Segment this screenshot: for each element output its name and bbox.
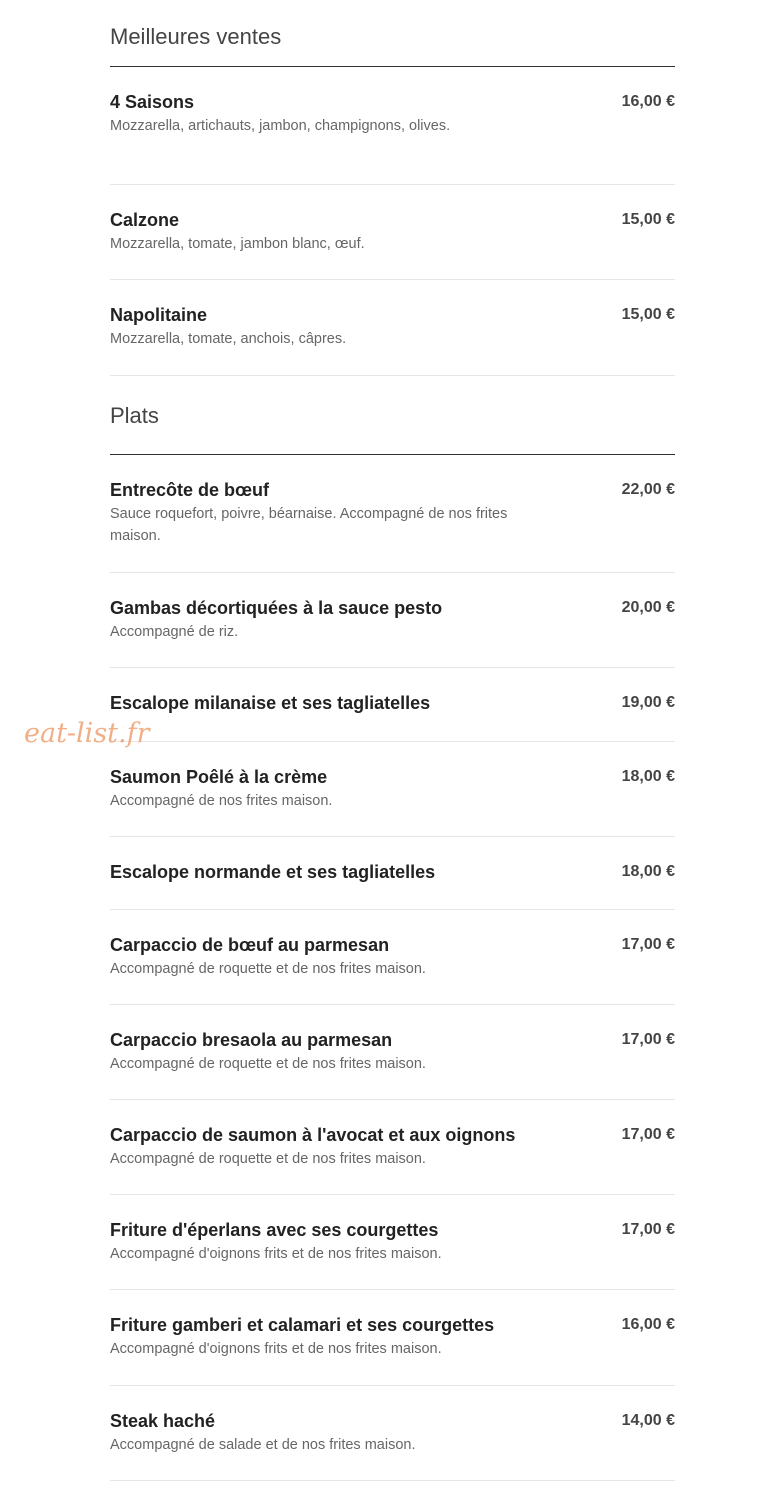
watermark-text: eat-list.fr <box>24 718 150 749</box>
item-description: Accompagné de nos frites maison. <box>110 793 333 809</box>
menu-item[interactable] <box>110 1195 675 1290</box>
menu-item[interactable] <box>110 185 675 280</box>
item-description: Accompagné d'oignons frits et de nos frites maison. <box>110 1246 442 1262</box>
item-description: Accompagné de roquette et de nos frites maison. <box>110 1056 426 1072</box>
item-name: Steak haché <box>110 1411 216 1431</box>
item-name: Carpaccio bresaola au parmesan <box>110 1030 393 1050</box>
item-price: 15,00 € <box>621 211 675 228</box>
section-title-best-sellers: Meilleures ventes <box>110 0 675 67</box>
item-name: Friture d'éperlans avec ses courgettes <box>110 1220 439 1240</box>
menu-item[interactable] <box>110 1290 675 1386</box>
menu-item[interactable] <box>110 742 675 837</box>
item-description: Mozzarella, tomate, anchois, câpres. <box>110 331 347 347</box>
item-name: Escalope milanaise et ses tagliatelles <box>110 693 431 713</box>
item-price: 17,00 € <box>621 1031 675 1048</box>
item-price: 15,00 € <box>621 306 675 323</box>
item-description: Accompagné de salade et de nos frites maison. <box>110 1437 416 1453</box>
item-price: 22,00 € <box>621 481 675 498</box>
item-price: 19,00 € <box>621 694 675 711</box>
item-description: Accompagné de roquette et de nos frites maison. <box>110 1151 426 1167</box>
item-price: 14,00 € <box>621 1412 675 1429</box>
item-price: 20,00 € <box>621 599 675 616</box>
item-name: Saumon Poêlé à la crème <box>110 767 328 787</box>
section-title-plats: Plats <box>110 376 675 455</box>
item-name: Carpaccio de saumon à l'avocat et aux oignons <box>110 1125 516 1145</box>
menu-item[interactable] <box>110 1386 675 1481</box>
item-name: Friture gamberi et calamari et ses courgettes <box>110 1315 495 1335</box>
item-name: Carpaccio de bœuf au parmesan <box>110 935 390 955</box>
item-price: 17,00 € <box>621 1126 675 1143</box>
item-description: Accompagné de roquette et de nos frites maison. <box>110 961 426 977</box>
item-description: Sauce roquefort, poivre, béarnaise. Accompagné de nos frites maison. <box>110 506 508 544</box>
item-description: Mozzarella, tomate, jambon blanc, œuf. <box>110 236 365 252</box>
item-price: 18,00 € <box>621 768 675 785</box>
menu-item[interactable] <box>110 837 675 910</box>
item-description: Accompagné d'oignons frits et de nos frites maison. <box>110 1341 442 1357</box>
item-description: Accompagné de riz. <box>110 624 239 640</box>
menu-list <box>110 0 675 1481</box>
menu-item[interactable] <box>110 1100 675 1195</box>
menu-item[interactable] <box>110 455 675 573</box>
item-price: 17,00 € <box>621 1221 675 1238</box>
item-name: Calzone <box>110 210 180 230</box>
item-name: Escalope normande et ses tagliatelles <box>110 862 436 882</box>
item-price: 17,00 € <box>621 936 675 953</box>
item-name: Gambas décortiquées à la sauce pesto <box>110 598 443 618</box>
item-price: 16,00 € <box>621 93 675 110</box>
item-name: Napolitaine <box>110 305 208 325</box>
menu-item[interactable] <box>110 573 675 668</box>
menu-item[interactable] <box>110 668 675 742</box>
item-price: 18,00 € <box>621 863 675 880</box>
item-price: 16,00 € <box>621 1316 675 1333</box>
menu-item[interactable] <box>110 910 675 1005</box>
item-name: 4 Saisons <box>110 92 195 112</box>
menu-item[interactable] <box>110 1005 675 1100</box>
item-name: Entrecôte de bœuf <box>110 480 270 500</box>
item-description: Mozzarella, artichauts, jambon, champignons, olives. <box>110 118 451 134</box>
menu-item[interactable] <box>110 67 675 185</box>
menu-item[interactable] <box>110 280 675 376</box>
